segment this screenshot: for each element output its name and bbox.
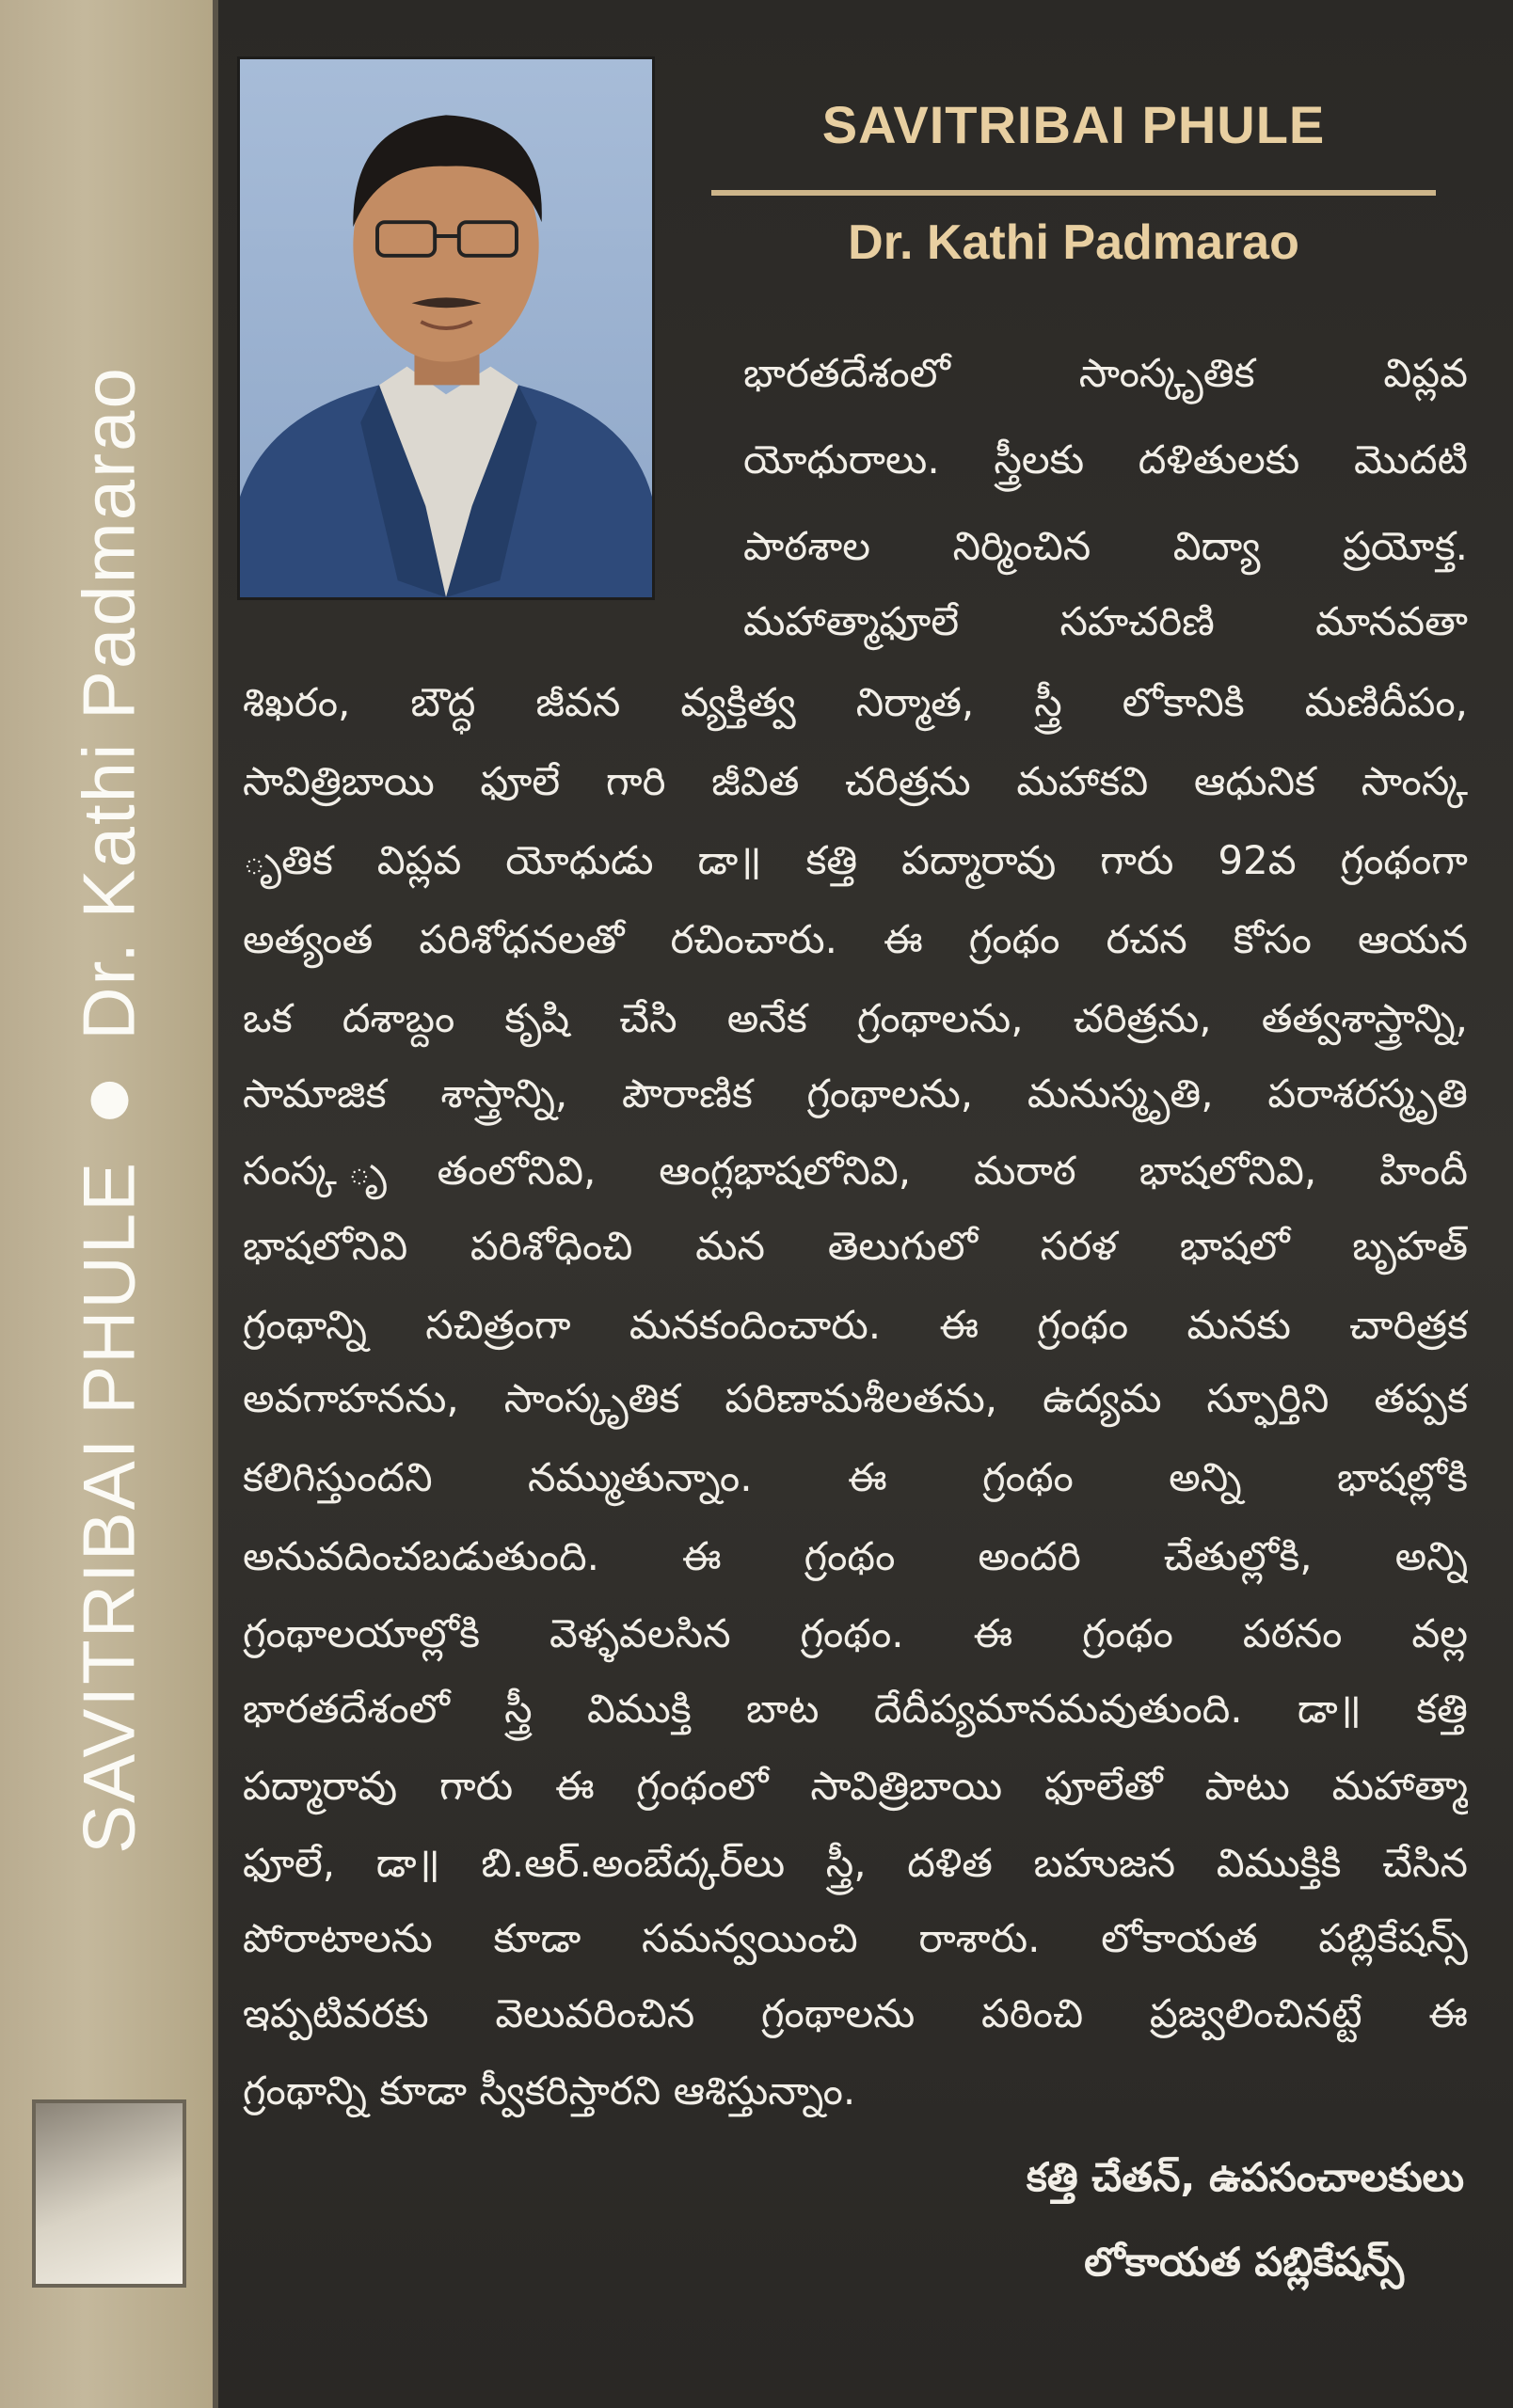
blurb-line: ృతిక విప్లవ యోధుడు డా॥ కత్తి పద్మారావు గారు 92వ గ్రంథంగా [243,837,1468,883]
blurb-line: శిఖరం, బౌద్ధ జీవన వ్యక్తిత్వ నిర్మాత, స్త్రీ లోకానికి మణిదీపం, [243,679,1468,725]
blurb-line: కలిగిస్తుందని నమ్ముతున్నాం. ఈ గ్రంథం అన్ని భాషల్లోకి [243,1454,1468,1500]
signature-name: కత్తి చేతన్, ఉపసంచాలకులు [1026,2154,1464,2200]
spine-author: Dr. Kathi Padmarao [67,366,151,1040]
blurb-line: భారతదేశంలో స్త్రీ విముక్తి బాట దేదీప్యమానమవుతుంది. డా॥ కత్తి [243,1686,1468,1732]
blurb-line: భారతదేశంలో సాంస్కృతిక విప్లవ [743,350,1468,396]
spine-title: SAVITRIBAI PHULE [67,1160,151,1854]
title-divider [711,190,1436,196]
blurb-line: ఇప్పటివరకు వెలువరించిన గ్రంథాలను పఠించి ప్రజ్వలించినట్టే ఈ [243,1990,1468,2036]
blurb-line: గ్రంథాన్ని సచిత్రంగా మనకందించారు. ఈ గ్రంథం మనకు చారిత్రక [243,1302,1468,1348]
blurb-line: భాషలోనివి పరిశోధించి మన తెలుగులో సరళ భాషలో బృహత్ [243,1223,1468,1269]
blurb-line: పద్మారావు గారు ఈ గ్రంథంలో సావిత్రిబాయి ఫూలేతో పాటు మహాత్మా [243,1763,1468,1809]
blurb-line: ఫూలే, డా॥ బి.ఆర్.అంబేద్కర్‌లు స్త్రీ, దళిత బహుజన విముక్తికి చేసిన [243,1840,1468,1886]
blurb-line: సంస్క ృతంలోనివి, ఆంగ్లభాషలోనివి, మరాఠ భాషలోనివి, హిందీ [243,1148,1468,1194]
blurb-line: ఒక దశాబ్దం కృషి చేసి అనేక గ్రంథాలను, చరిత్రను, తత్వశాస్త్రాన్ని, [243,995,1468,1041]
author-photo [237,56,655,600]
blurb-line: సావిత్రిబాయి ఫూలే గారి జీవిత చరిత్రను మహాకవి ఆధునిక సాంస్క [243,758,1468,804]
blurb-line: పోరాటాలను కూడా సమన్వయించి రాశారు. లోకాయత పబ్లికేషన్స్ [243,1915,1468,1961]
signature-org: లోకాయత పబ్లికేషన్స్ [1084,2239,1404,2285]
blurb-line: మహాత్మాఫూలే సహచరిణి మానవతా [743,598,1468,644]
cover-title: SAVITRIBAI PHULE [821,95,1326,154]
blurb-line: గ్రంథాన్ని కూడా స్వీకరిస్తారని ఆశిస్తున్నాం. [243,2067,856,2114]
book-spine [0,0,218,2408]
spine-bullet [90,1082,128,1119]
spine-title-block [67,366,152,1854]
blurb-line: సామాజిక శాస్త్రాన్ని, పౌరాణిక గ్రంథాలను, మనుస్మృతి, పరాశరస్మృతి [243,1070,1468,1117]
blurb-line: యోధురాలు. స్త్రీలకు దళితులకు మొదటి [743,436,1468,483]
blurb-line: పాఠశాల నిర్మించిన విద్యా ప్రయోక్త. [743,523,1468,569]
blurb-line: అనువదించబడుతుంది. ఈ గ్రంథం అందరి చేతుల్లోకి, అన్ని [243,1533,1468,1579]
spine-logo-image [32,2099,186,2288]
cover-author: Dr. Kathi Padmarao [848,215,1299,270]
blurb-line: గ్రంథాలయాల్లోకి వెళ్ళవలసిన గ్రంథం. ఈ గ్రంథం పఠనం వల్ల [243,1610,1468,1656]
blurb-line: అత్యంత పరిశోధనలతో రచించారు. ఈ గ్రంథం రచన కోసం ఆయన [243,916,1468,962]
blurb-line: అవగాహనను, సాంస్కృతిక పరిణామశీలతను, ఉద్యమ స్ఫూర్తిని తప్పక [243,1375,1468,1421]
